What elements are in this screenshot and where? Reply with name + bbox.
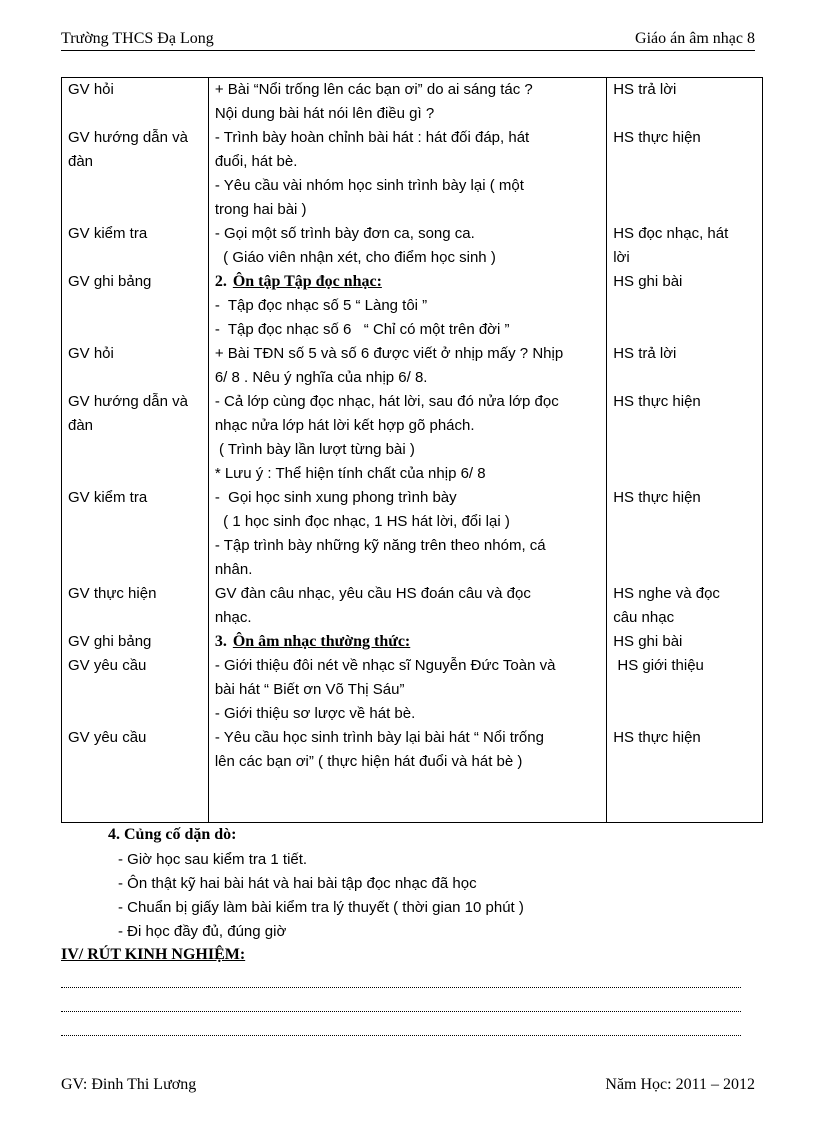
cell-line: HS thực hiện bbox=[613, 393, 701, 410]
cell-line: GV hỏi bbox=[68, 81, 114, 98]
content-cell bbox=[208, 222, 606, 270]
empty-cell bbox=[62, 774, 209, 823]
cell-line: ( Giáo viên nhận xét, cho điểm học sinh ) bbox=[214, 249, 496, 266]
dotted-line bbox=[61, 1034, 741, 1036]
student-activity-cell bbox=[607, 270, 763, 342]
table-row bbox=[62, 486, 763, 582]
cell-line: GV thực hiện bbox=[68, 585, 157, 602]
table-row bbox=[62, 126, 763, 222]
table-row bbox=[62, 390, 763, 486]
student-activity-cell bbox=[607, 390, 763, 486]
cell-line: - Cả lớp cùng đọc nhạc, hát lời, sau đó nửa lớp đọc bbox=[214, 393, 559, 410]
cell-line: bài hát “ Biết ơn Võ Thị Sáu” bbox=[214, 681, 405, 698]
table-row bbox=[62, 774, 763, 823]
student-activity-cell bbox=[607, 78, 763, 127]
cell-line: GV hướng dẫn và bbox=[68, 393, 188, 410]
content-cell bbox=[208, 342, 606, 390]
list-item: - Ôn thật kỹ hai bài hát và hai bài tập đọc nhạc đã học bbox=[118, 872, 524, 896]
cell-line: * Lưu ý : Thể hiện tính chất của nhịp 6/ 8 bbox=[214, 465, 486, 482]
cell-line: 6/ 8 . Nêu ý nghĩa của nhịp 6/ 8. bbox=[214, 369, 428, 386]
student-activity-cell bbox=[607, 726, 763, 774]
consolidation-title: 4. Củng cố dặn dò: bbox=[108, 826, 237, 843]
teacher-activity-cell bbox=[62, 582, 209, 630]
content-cell bbox=[208, 486, 606, 582]
cell-line: - Gọi học sinh xung phong trình bày bbox=[214, 489, 457, 506]
student-activity-cell bbox=[607, 630, 763, 726]
empty-cell bbox=[208, 774, 606, 823]
teacher-activity-cell bbox=[62, 726, 209, 774]
student-activity-cell bbox=[607, 582, 763, 630]
experience-section bbox=[61, 946, 741, 1036]
cell-line: đàn bbox=[68, 153, 94, 170]
teacher-activity-cell bbox=[62, 270, 209, 342]
content-cell bbox=[208, 78, 606, 127]
section-title: Ôn âm nhạc thường thức: bbox=[232, 633, 411, 650]
dotted-line bbox=[61, 1010, 741, 1012]
cell-line: đàn bbox=[68, 417, 94, 434]
student-activity-cell bbox=[607, 342, 763, 390]
cell-line: GV ghi bảng bbox=[68, 633, 152, 650]
cell-line: - Gọi một số trình bày đơn ca, song ca. bbox=[214, 225, 475, 242]
list-item: - Chuẩn bị giấy làm bài kiểm tra lý thuyết ( thời gian 10 phút ) bbox=[118, 896, 524, 920]
cell-line: GV hướng dẫn và bbox=[68, 129, 188, 146]
content-cell bbox=[208, 726, 606, 774]
cell-line: GV đàn câu nhạc, yêu cầu HS đoán câu và đọc bbox=[214, 585, 531, 602]
empty-cell bbox=[607, 774, 763, 823]
cell-line: trong hai bài ) bbox=[214, 201, 307, 218]
cell-line: HS đọc nhạc, hát bbox=[613, 225, 729, 242]
cell-line: - Yêu cầu vài nhóm học sinh trình bày lại ( một bbox=[214, 177, 524, 194]
lesson-table bbox=[61, 77, 763, 823]
teacher-activity-cell bbox=[62, 222, 209, 270]
cell-line: - Trình bày hoàn chỉnh bài hát : hát đối đáp, hát bbox=[214, 129, 530, 146]
cell-line: GV hỏi bbox=[68, 345, 114, 362]
cell-line: - Yêu cầu học sinh trình bày lại bài hát “ Nổi trống bbox=[214, 729, 544, 746]
section-heading bbox=[215, 270, 600, 294]
cell-line: GV kiểm tra bbox=[68, 489, 148, 506]
cell-line: GV yêu cầu bbox=[68, 657, 147, 674]
cell-line: đuổi, hát bè. bbox=[214, 153, 298, 170]
page-header bbox=[61, 28, 755, 51]
cell-line: + Bài “Nổi trống lên các bạn ơi” do ai sáng tác ? bbox=[214, 81, 533, 98]
content-cell bbox=[208, 126, 606, 222]
teacher-activity-cell bbox=[62, 342, 209, 390]
student-activity-cell bbox=[607, 222, 763, 270]
cell-line: HS thực hiện bbox=[613, 489, 701, 506]
cell-line: HS trả lời bbox=[613, 81, 677, 98]
consolidation-section bbox=[108, 822, 524, 944]
cell-line: - Giới thiệu sơ lược về hát bè. bbox=[214, 705, 416, 722]
content-cell bbox=[208, 630, 606, 726]
experience-title: IV/ RÚT KINH NGHIỆM: bbox=[61, 946, 246, 963]
teacher-activity-cell bbox=[62, 126, 209, 222]
table-row bbox=[62, 222, 763, 270]
teacher-activity-cell bbox=[62, 486, 209, 582]
table-row bbox=[62, 630, 763, 726]
cell-line: HS giới thiệu bbox=[613, 657, 704, 674]
cell-line: lời bbox=[613, 249, 630, 266]
cell-line: Nội dung bài hát nói lên điều gì ? bbox=[214, 105, 435, 122]
cell-line: - Tập đọc nhạc số 6 “ Chỉ có một trên đời ” bbox=[214, 321, 510, 338]
cell-line: ( 1 học sinh đọc nhạc, 1 HS hát lời, đổi lại ) bbox=[214, 513, 510, 530]
table-row bbox=[62, 582, 763, 630]
cell-line: HS thực hiện bbox=[613, 729, 701, 746]
cell-line: ( Trình bày lần lượt từng bài ) bbox=[214, 441, 415, 458]
section-heading bbox=[215, 630, 600, 654]
cell-line: lên các bạn ơi” ( thực hiện hát đuổi và hát bè ) bbox=[214, 753, 523, 770]
teacher-activity-cell bbox=[62, 78, 209, 127]
list-item: - Đi học đầy đủ, đúng giờ bbox=[118, 920, 524, 944]
cell-line: HS trả lời bbox=[613, 345, 677, 362]
subject-title: Giáo án âm nhạc 8 bbox=[635, 30, 755, 47]
consolidation-list bbox=[108, 848, 524, 944]
section-number: 2. bbox=[214, 273, 227, 290]
table-row bbox=[62, 78, 763, 127]
teacher-activity-cell bbox=[62, 390, 209, 486]
table-row bbox=[62, 342, 763, 390]
cell-line: HS nghe và đọc bbox=[613, 585, 720, 602]
cell-line: HS ghi bài bbox=[613, 633, 683, 650]
cell-line: - Tập trình bày những kỹ năng trên theo nhóm, cá bbox=[214, 537, 546, 554]
cell-line: nhân. bbox=[214, 561, 253, 578]
teacher-activity-cell bbox=[62, 630, 209, 726]
cell-line: - Giới thiệu đôi nét về nhạc sĩ Nguyễn Đức Toàn và bbox=[214, 657, 556, 674]
section-number: 3. bbox=[214, 633, 227, 650]
school-name: Trường THCS Đạ Long bbox=[61, 30, 214, 47]
student-activity-cell bbox=[607, 486, 763, 582]
section-title: Ôn tập Tập đọc nhạc: bbox=[232, 273, 382, 290]
content-cell bbox=[208, 390, 606, 486]
table-row bbox=[62, 270, 763, 342]
cell-line: GV ghi bảng bbox=[68, 273, 152, 290]
cell-line: HS ghi bài bbox=[613, 273, 683, 290]
student-activity-cell bbox=[607, 126, 763, 222]
cell-line: nhạc. bbox=[214, 609, 252, 626]
cell-line: GV yêu cầu bbox=[68, 729, 147, 746]
content-cell bbox=[208, 582, 606, 630]
cell-line: + Bài TĐN số 5 và số 6 được viết ở nhịp mấy ? Nhịp bbox=[214, 345, 564, 362]
cell-line: GV kiểm tra bbox=[68, 225, 148, 242]
cell-line: HS thực hiện bbox=[613, 129, 701, 146]
cell-line: nhạc nửa lớp hát lời kết hợp gõ phách. bbox=[214, 417, 475, 434]
cell-line: câu nhạc bbox=[613, 609, 675, 626]
list-item: - Giờ học sau kiểm tra 1 tiết. bbox=[118, 848, 524, 872]
cell-line: - Tập đọc nhạc số 5 “ Làng tôi ” bbox=[214, 297, 428, 314]
content-cell bbox=[208, 270, 606, 342]
school-year: Năm Học: 2011 – 2012 bbox=[605, 1076, 755, 1093]
table-row bbox=[62, 726, 763, 774]
teacher-name: GV: Đinh Thi Lương bbox=[61, 1076, 197, 1093]
dotted-line bbox=[61, 986, 741, 988]
